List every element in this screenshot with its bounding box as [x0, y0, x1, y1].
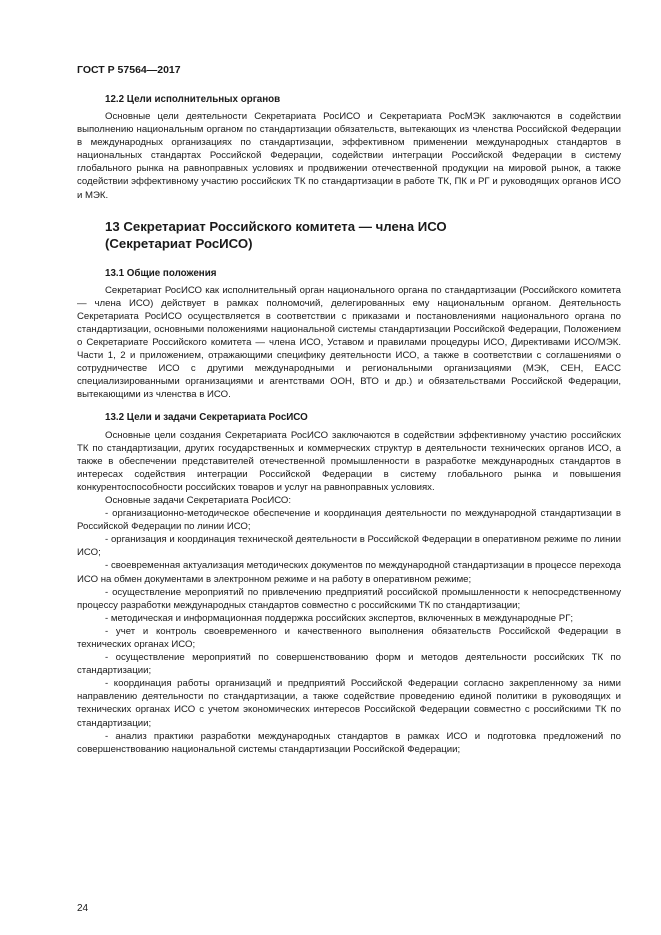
list-item: - учет и контроль своевременного и качественного выполнения обязательств Российской Федерации в технических органах ИСО;	[77, 625, 621, 650]
page-number: 24	[77, 903, 89, 914]
section-13-2-paragraph: Основные цели создания Секретариата РосИСО заключаются в содействии эффективному участию российских ТК по стандартизации, других государственных и коммерческих структур в деятельности технических органов ИСО, а также в обеспечении представителей отечественной промышленности в разработке международных стандартов в интересах содействия интеграции Российской Федерации в систему глобального рынка и повышения конкурентоспособности российских товаров и услуг на равноправных условиях.	[77, 429, 621, 493]
section-13-1-paragraph: Секретариат РосИСО как исполнительный орган национального органа по стандартизации (Российского комитета — члена ИСО) действует в рамках полномочий, делегированных ему национальным органом. Деятельность Секретариата РосИСО осуществляется в соответствии с приказами и постановлениями национального органа по стандартизации, основными положениями национальной системы стандартизации Российской Федерации, Положением о Секретариате Российского комитета — члена ИСО, Уставом и правилами процедуры ИСО, Директивами ИСО/МЭК. Части 1, 2 и приложением, отражающими специфику деятельности ИСО, а также в соответствии с соглашениями о сотрудничестве ИСО с другими международными и региональными организациями (МЭК, СЕН, ЕАСС специализированными организациями и агентствами ООН, ВТО и др.) и обязательствами Российской Федерации, вытекающими из членства в ИСО.	[77, 284, 621, 401]
list-item: - анализ практики разработки международных стандартов в рамках ИСО и подготовка предложений по совершенствованию национальной системы стандартизации Российской Федерации;	[77, 730, 621, 755]
page-content	[77, 90, 621, 756]
section-13-title-line2: (Секретариат РосИСО)	[105, 235, 253, 251]
section-13-title-line1: 13 Секретариат Российского комитета — члена ИСО	[105, 218, 447, 234]
section-12-2-title: 12.2 Цели исполнительных органов	[105, 94, 281, 105]
list-item: - осуществление мероприятий по совершенствованию форм и методов деятельности российских ТК по стандартизации;	[77, 652, 621, 677]
tasks-intro: Основные задачи Секретариата РосИСО:	[105, 494, 292, 506]
list-item: - организационно-методическое обеспечение и координация деятельности по международной стандартизации в Российской Федерации по линии ИСО;	[77, 508, 621, 533]
section-12-2-paragraph: Основные цели деятельности Секретариата РосИСО и Секретариата РосМЭК заключаются в содействии выполнению национальным органом по стандартизации обязательств, вытекающих из членства Российской Федерации в международных организациях по стандартизации, эффективном применении международных стандартов в национальных стандартах Российской Федерации, содействии интеграции Российской Федерации в систему глобального рынка на равноправных условиях и продвижении отечественной продукции на мировой рынок, а также содействии эффективному участию российских ТК по стандартизации в работе ТК, ПК и РГ и руководящих органов ИСО и МЭК.	[77, 111, 621, 201]
list-item: - своевременная актуализация методических документов по международной стандартизации в процессе перехода ИСО на обмен документами в электронном режиме и на работу в оперативном режиме;	[77, 560, 621, 585]
section-13-2-title: 13.2 Цели и задачи Секретариата РосИСО	[105, 411, 308, 423]
document-header: ГОСТ Р 57564—2017	[77, 64, 181, 76]
list-item: - координация работы организаций и предприятий Российской Федерации согласно закрепленному за ними направлению деятельности по стандартизации, а также содействие проведению единой политики в руководящих и технических органах ИСО с учетом экономических интересов Российской Федерации совместно с российскими ТК по стандартизации;	[77, 678, 621, 729]
section-13-1-title: 13.1 Общие положения	[105, 267, 217, 279]
list-item: - организация и координация технической деятельности в Российской Федерации в оперативном режиме по линии ИСО;	[77, 534, 621, 559]
tasks-list	[77, 507, 621, 756]
list-item: - методическая и информационная поддержка российских экспертов, включенных в международные РГ;	[105, 612, 574, 624]
section-13-heading	[77, 218, 621, 252]
list-item: - осуществление мероприятий по привлечению предприятий российской промышленности к непосредственному процессу разработки международных стандартов совместно с российскими ТК по стандартизации;	[77, 586, 621, 611]
